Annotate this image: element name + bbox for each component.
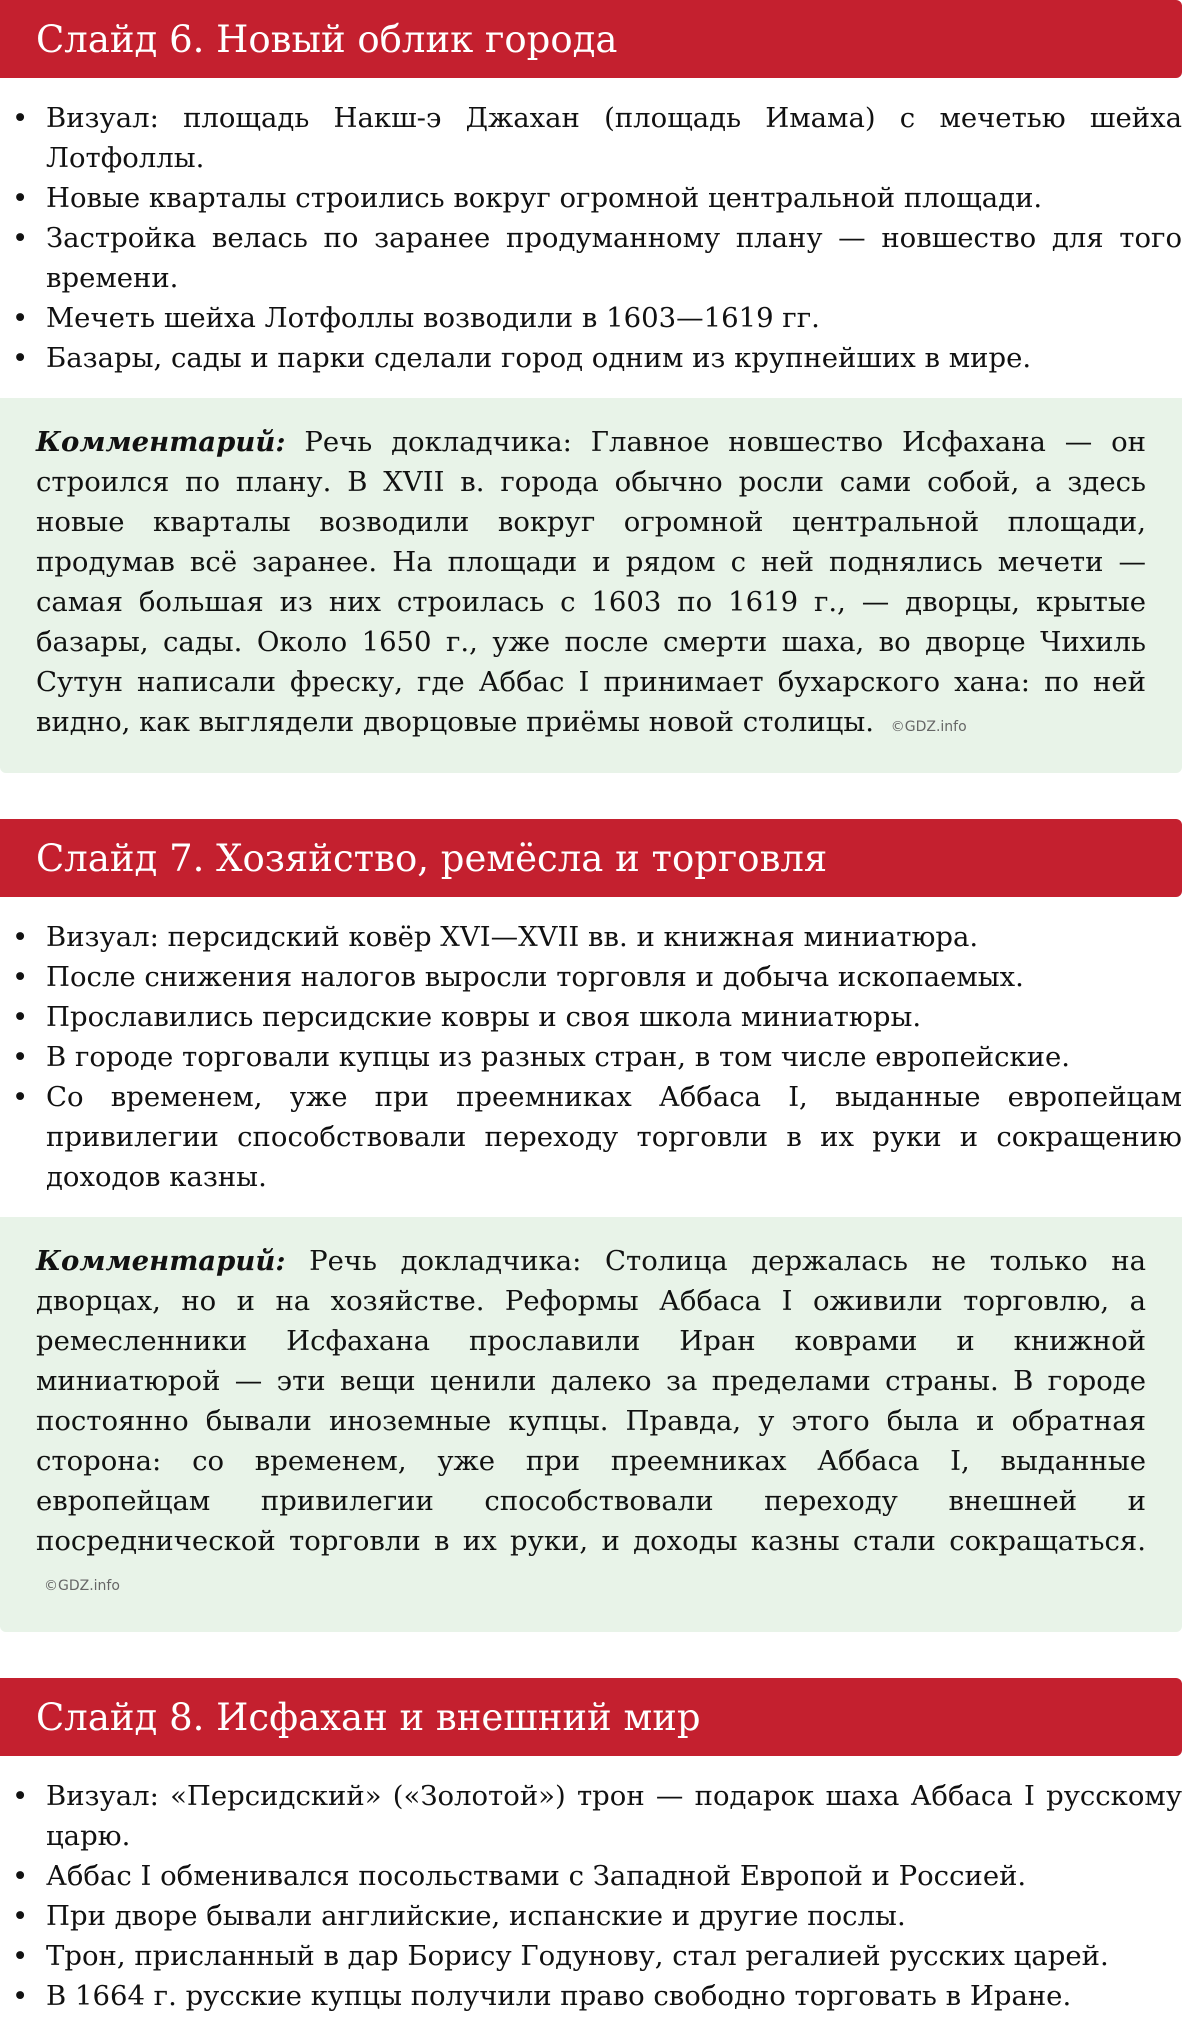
- comment-text: Речь докладчика: Столица держалась не только на дворцах, но и на хозяйстве. Реформы Аббаса I оживили торговлю, а ремесленники Исфахана прославили Иран коврами и книжной миниатюрой — эти вещи ценили далеко за пределами страны. В городе постоянно бывали иноземные купцы. Правда, у этого была и обратная сторона: со временем, уже при преемниках Аббаса I, выданные европейцам привилегии способствовали переходу внешней и посреднической торговли в их руки, и доходы казны стали сокращаться.: [36, 1245, 1146, 1557]
- spacer: [0, 1632, 1182, 1678]
- slide-8: [0, 1678, 1182, 2022]
- list-item: • Трон, присланный в дар Борису Годунову, стал регалией русских царей.: [12, 1936, 1182, 1976]
- slide-6: [0, 0, 1182, 773]
- slide-6-comment: [0, 398, 1182, 773]
- list-item: • Визуал: персидский ковёр XVI—XVII вв. и книжная миниатюра.: [12, 917, 1182, 957]
- slide-7-comment: [0, 1217, 1182, 1632]
- slide-8-bullets: [0, 1756, 1182, 2022]
- list-item: • Со временем, уже при преемниках Аббаса I, выданные европейцам привилегии способствовали переходу торговли в их руки и сокращению доходов казны.: [12, 1077, 1182, 1197]
- list-item: • Визуал: площадь Накш-э Джахан (площадь Имама) с мечетью шейха Лотфоллы.: [12, 98, 1182, 178]
- list-item: • При дворе бывали английские, испанские и другие послы.: [12, 1896, 1182, 1936]
- slide-8-title: Слайд 8. Исфахан и внешний мир: [0, 1678, 1182, 1756]
- slide-6-title: Слайд 6. Новый облик города: [0, 0, 1182, 78]
- slide-7-bullets: [0, 897, 1182, 1203]
- list-item: • После снижения налогов выросли торговля и добыча ископаемых.: [12, 957, 1182, 997]
- comment-text: Речь докладчика: Главное новшество Исфахана — он строился по плану. В XVII в. города обычно росли сами собой, а здесь новые кварталы возводили вокруг огромной центральной площади, продумав всё заранее. На площади и рядом с ней поднялись мечети — самая большая из них строилась с 1603 по 1619 г., — дворцы, крытые базары, сады. Около 1650 г., уже после смерти шаха, во дворце Чихиль Сутун написали фреску, где Аббас I принимает бухарского хана: по ней видно, как выглядели дворцовые приёмы новой столицы.: [36, 426, 1146, 738]
- slide-7: [0, 819, 1182, 1632]
- list-item: • Мечеть шейха Лотфоллы возводили в 1603—1619 гг.: [12, 298, 1182, 338]
- list-item: • Визуал: «Персидский» («Золотой») трон — подарок шаха Аббаса I русскому царю.: [12, 1776, 1182, 1856]
- copyright-mark: ©GDZ.info: [44, 1578, 120, 1594]
- list-item: • Прославились персидские ковры и своя школа миниатюры.: [12, 997, 1182, 1037]
- list-item: • Новые кварталы строились вокруг огромной центральной площади.: [12, 178, 1182, 218]
- list-item: • Базары, сады и парки сделали город одним из крупнейших в мире.: [12, 338, 1182, 378]
- slide-6-bullets: [0, 78, 1182, 384]
- list-item: • Застройка велась по заранее продуманному плану — новшество для того времени.: [12, 218, 1182, 298]
- spacer: [0, 773, 1182, 819]
- list-item: • Аббас I обменивался посольствами с Западной Европой и Россией.: [12, 1856, 1182, 1896]
- list-item: • В городе торговали купцы из разных стран, в том числе европейские.: [12, 1037, 1182, 1077]
- comment-label: Комментарий:: [36, 426, 286, 458]
- copyright-mark: ©GDZ.info: [890, 719, 967, 735]
- list-item: • В 1664 г. русские купцы получили право свободно торговать в Иране.: [12, 1976, 1182, 2016]
- comment-label: Комментарий:: [36, 1245, 286, 1277]
- slide-7-title: Слайд 7. Хозяйство, ремёсла и торговля: [0, 819, 1182, 897]
